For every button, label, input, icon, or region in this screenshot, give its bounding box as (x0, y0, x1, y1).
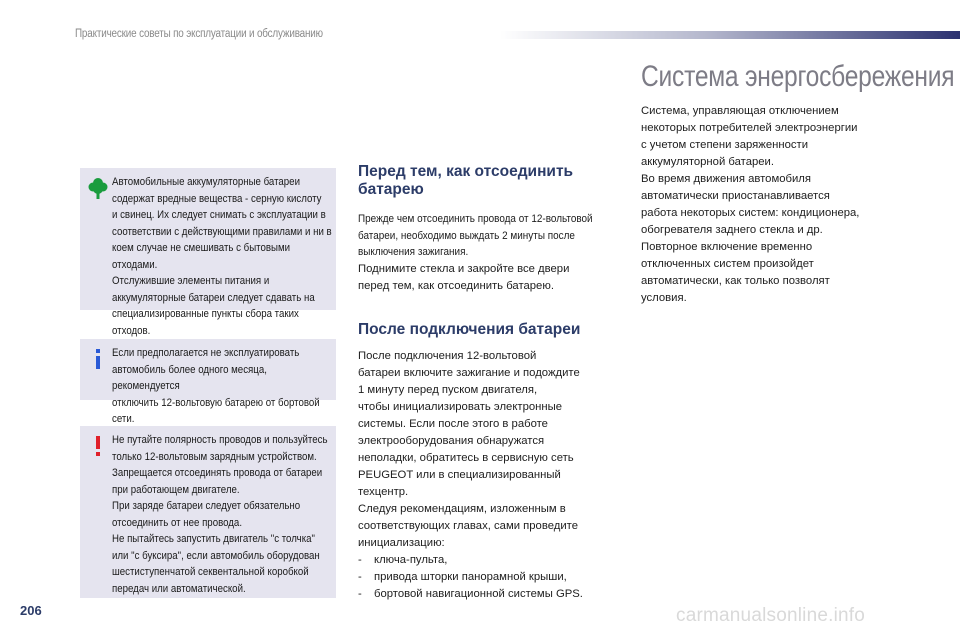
list-item (358, 586, 626, 603)
page-number: 206 (20, 603, 42, 618)
info-note-box (80, 339, 336, 425)
info-note-text: Если предполагается не эксплуатировать автомобиль более одного месяца, рекомендуется отключить 12-вольтовую батарею от бортовой сети. (112, 347, 320, 425)
page-header-title: Практические советы по эксплуатации и обслуживанию (75, 28, 323, 40)
header-decorative-bar (500, 31, 960, 39)
list-item-text: бортовой навигационной системы GPS. (374, 587, 583, 600)
info-icon (86, 347, 110, 371)
list-dash: - (358, 587, 362, 600)
before-disconnect-heading: Перед тем, как отсоединить батарею (358, 163, 574, 198)
list-dash: - (358, 570, 362, 583)
warning-note-box (80, 426, 336, 598)
battery-instructions-column (358, 163, 626, 603)
watermark-text: carmanualsonline.info (676, 605, 866, 626)
tree-eco-icon (86, 176, 110, 200)
before-disconnect-text: Поднимите стекла и закройте все двери перед тем, как отсоединить батарею. (358, 262, 570, 292)
energy-saving-title: Система энергосбережения (641, 60, 955, 93)
environment-note-box (80, 168, 336, 337)
environment-note-text: Автомобильные аккумуляторные батареи содержат вредные вещества - серную кислоту и свинец. Их следует снимать с эксплуатации в соответствии с действующими правилами и ни в коем случае не смешивать с бытовыми отходами. Отслужившие элементы питания и аккумуляторные батареи следует сдавать на специализированные пункты сбора таких отходов. (112, 176, 332, 337)
list-item-text: ключа-пульта, (374, 553, 448, 566)
list-item (358, 569, 626, 586)
energy-saving-text: Система, управляющая отключением некоторых потребителей электроэнергии с учетом степени заряженности аккумуляторной батареи. Во время движения автомобиля автоматически приостанавливается работа некоторых систем: кондиционера, обогревателя заднего стекла и др. Повторное включение временно отключенных систем произойдет автоматически, как только позволят условия. (641, 105, 860, 304)
after-connect-text: После подключения 12-вольтовой батареи включите зажигание и подождите 1 минуту перед пуском двигателя, чтобы инициализировать электронные системы. Если после этого в работе электрооборудования обнаружатся неполадки, обратитесь в сервисную сеть PEUGEOT или в специализированный техцентр. Следуя рекомендациям, изложенным в соответствующих главах, сами проведите инициализацию: (358, 349, 580, 549)
exclamation-icon (86, 434, 110, 458)
warning-note-text: Не путайте полярность проводов и пользуйтесь только 12-вольтовым зарядным устройством. Запрещается отсоединять провода от батареи при работающем двигателе. При заряде батареи следует обязательно отсоединить от нее провода. Не пытайтесь запустить двигатель "с толчка" или "с буксира", если автомобиль оборудован шестиступенчатой секвентальной коробкой передач или автоматической. (112, 434, 328, 595)
list-item (358, 552, 626, 569)
list-item-text: привода шторки панорамной крыши, (374, 570, 567, 583)
list-dash: - (358, 553, 362, 566)
after-connect-heading: После подключения батареи (358, 320, 581, 338)
before-disconnect-condensed-text: Прежде чем отсоединить провода от 12-вольтовой батареи, необходимо выждать 2 минуты после выключения зажигания. (358, 213, 593, 258)
